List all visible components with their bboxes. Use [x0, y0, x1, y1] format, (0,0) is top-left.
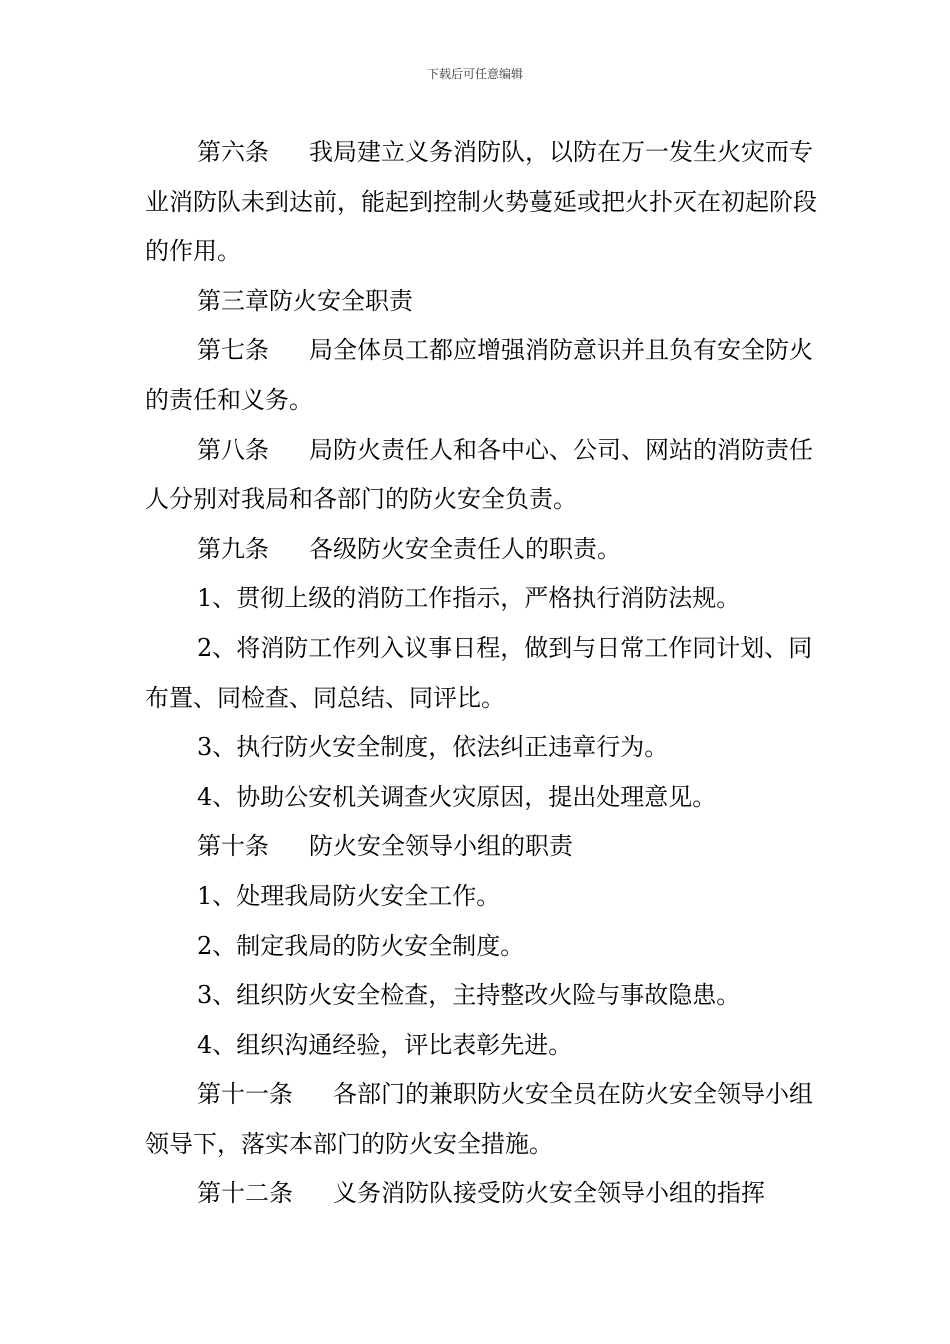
document-body: [145, 128, 825, 1219]
paragraph-text: 3、执行防火安全制度，依法纠正违章行为。: [197, 733, 669, 762]
article-number: 第十条: [197, 832, 269, 861]
list-item: [145, 723, 825, 773]
article-number: 第八条: [197, 435, 269, 464]
paragraph-text: 1、处理我局防火安全工作。: [197, 881, 501, 910]
paragraph-text: 局全体员工都应增强消防意识并且负有安全防火的责任和义务。: [145, 336, 813, 414]
paragraph-text: 各部门的兼职防火安全员在防火安全领导小组领导下，落实本部门的防火安全措施。: [145, 1080, 813, 1158]
paragraph-text: 2、制定我局的防火安全制度。: [197, 931, 525, 960]
list-item: [145, 773, 825, 823]
paragraph-article-8: [145, 426, 825, 525]
article-number: 第十二条: [197, 1179, 293, 1208]
paragraph-text: 义务消防队接受防火安全领导小组的指挥: [333, 1179, 765, 1208]
paragraph-article-10: [145, 822, 825, 872]
paragraph-article-6: [145, 128, 825, 277]
paragraph-text: 我局建立义务消防队，以防在万一发生火灾而专业消防队未到达前，能起到控制火势蔓延或把火扑灭在初起阶段的作用。: [145, 138, 817, 266]
list-item: [145, 971, 825, 1021]
paragraph-text: 4、组织沟通经验，评比表彰先进。: [197, 1030, 573, 1059]
article-number: 第十一条: [197, 1080, 293, 1109]
paragraph-text: 第三章防火安全职责: [197, 286, 413, 315]
paragraph-text: 3、组织防火安全检查，主持整改火险与事故隐患。: [197, 981, 741, 1010]
list-item: [145, 624, 825, 723]
paragraph-article-11: [145, 1070, 825, 1169]
paragraph-text: 4、协助公安机关调查火灾原因，提出处理意见。: [197, 782, 717, 811]
paragraph-article-7: [145, 326, 825, 425]
paragraph-text: 局防火责任人和各中心、公司、网站的消防责任人分别对我局和各部门的防火安全负责。: [145, 435, 813, 514]
list-item: [145, 1021, 825, 1071]
page-header-note: 下载后可任意编辑: [426, 67, 523, 81]
paragraph-article-12: [145, 1169, 825, 1219]
article-number: 第九条: [197, 534, 269, 563]
paragraph-text: 2、将消防工作列入议事日程，做到与日常工作同计划、同布置、同检查、同总结、同评比。: [145, 633, 813, 712]
paragraph-text: 各级防火安全责任人的职责。: [309, 534, 621, 563]
paragraph-text: 1、贯彻上级的消防工作指示，严格执行消防法规。: [197, 584, 741, 613]
list-item: [145, 922, 825, 972]
paragraph-text: 防火安全领导小组的职责: [309, 832, 573, 861]
list-item: [145, 574, 825, 624]
article-number: 第六条: [197, 138, 269, 166]
list-item: [145, 872, 825, 922]
paragraph-article-9: [145, 525, 825, 575]
chapter-heading: [145, 277, 825, 327]
article-number: 第七条: [197, 336, 269, 365]
